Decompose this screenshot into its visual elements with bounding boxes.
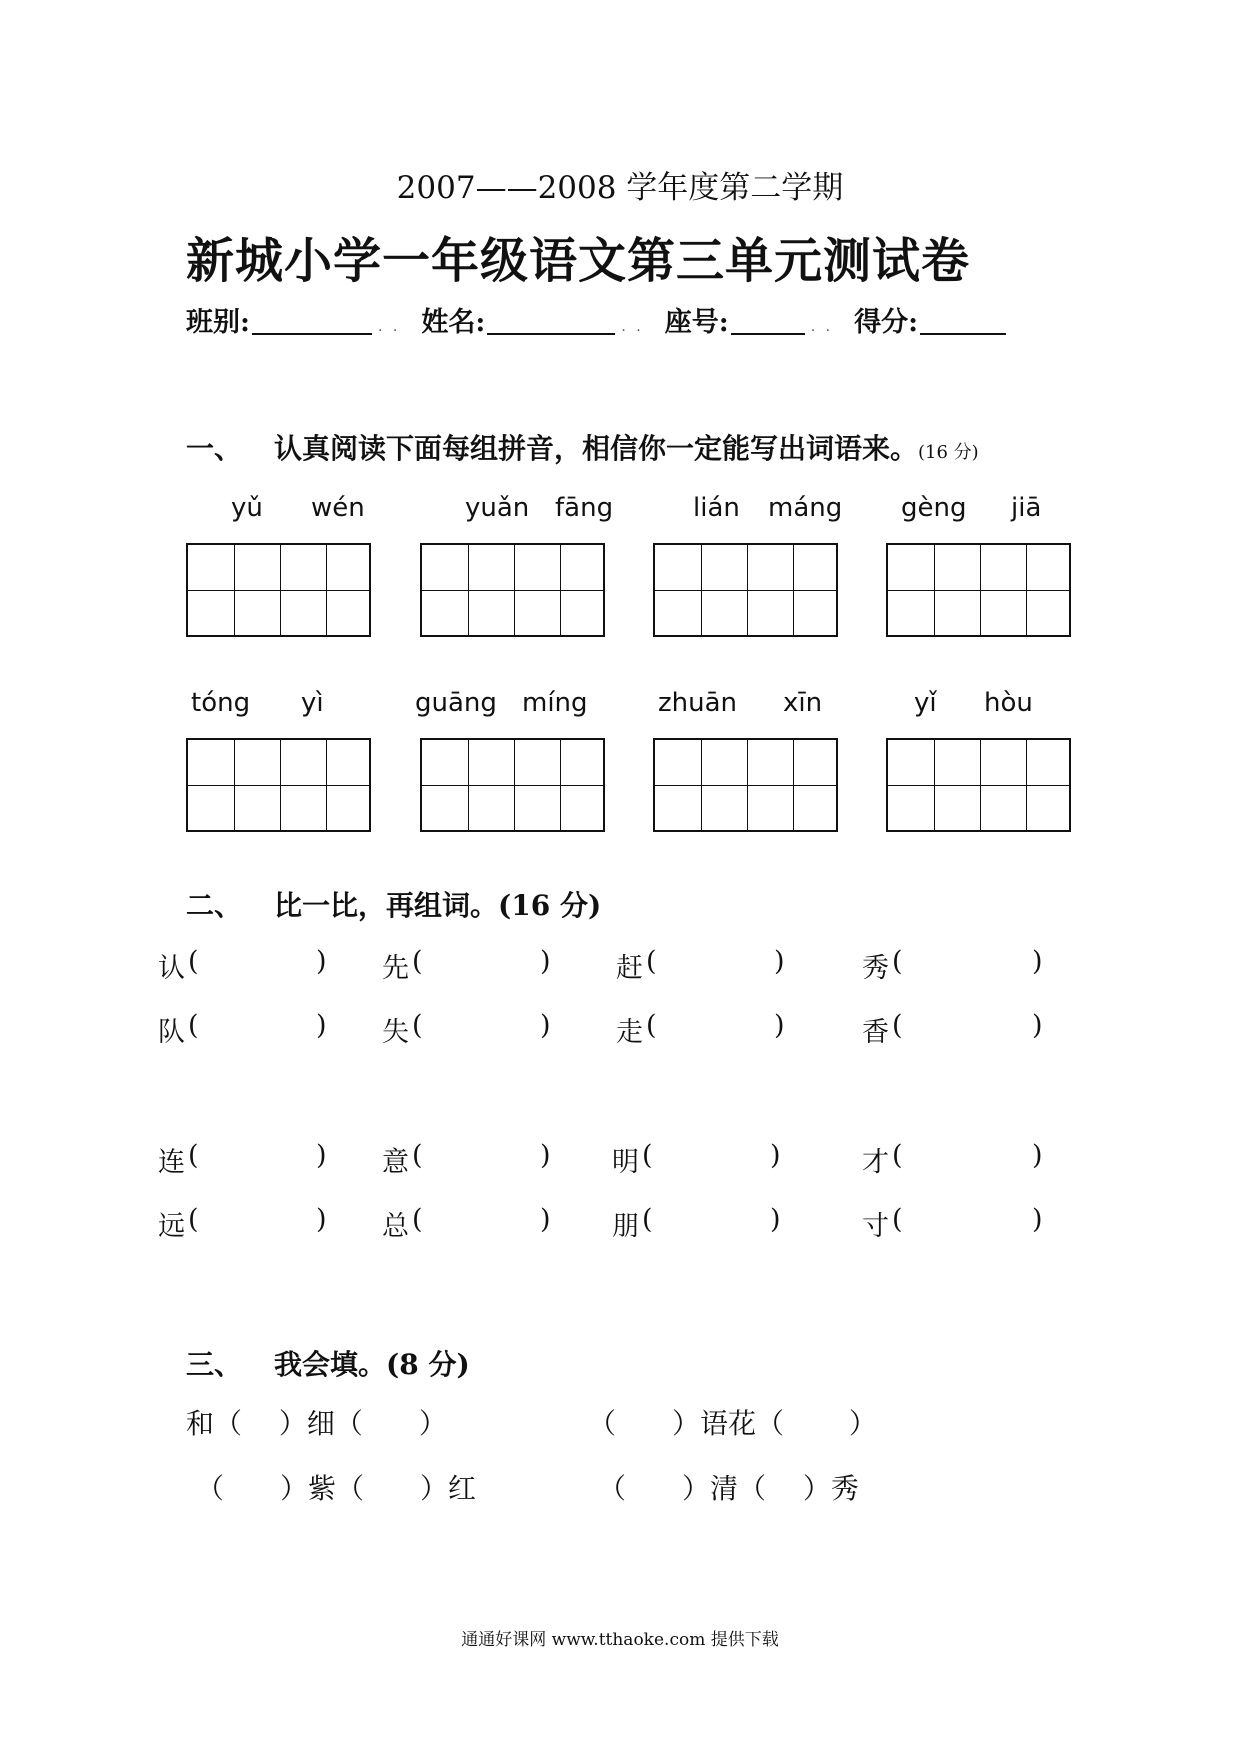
compare-word-item[interactable]	[612, 1204, 781, 1243]
open-paren: (	[642, 1140, 653, 1171]
section-2-heading	[186, 884, 601, 924]
name-blank[interactable]	[487, 307, 615, 335]
compare-word-item[interactable]	[382, 1010, 551, 1049]
writing-grid[interactable]	[653, 738, 838, 832]
pinyin-syllable: lián	[693, 493, 740, 523]
open-paren: (	[412, 1140, 423, 1171]
writing-grid[interactable]	[420, 738, 605, 832]
section-3-number: 三、	[186, 1348, 243, 1381]
fill-row-1-a[interactable]: 和（ ）细（ ）	[186, 1407, 447, 1440]
compare-word-item[interactable]	[862, 1204, 1043, 1243]
compare-word-item[interactable]	[382, 946, 551, 985]
pinyin-syllable: gèng	[901, 493, 967, 523]
pinyin-syllable: yì	[301, 688, 324, 718]
close-paren: )	[316, 1204, 327, 1235]
close-paren: )	[316, 1010, 327, 1041]
compare-char: 先	[382, 953, 409, 984]
close-paren: )	[540, 1010, 551, 1041]
class-label: 班别:	[186, 307, 250, 338]
writing-grid[interactable]	[420, 543, 605, 637]
compare-char: 秀	[862, 953, 889, 984]
compare-char: 赶	[616, 953, 643, 984]
compare-word-item[interactable]	[382, 1140, 551, 1179]
pinyin-syllable: yǐ	[914, 688, 937, 718]
pinyin-syllable: wén	[311, 493, 365, 523]
name-label: 姓名:	[421, 307, 486, 338]
compare-char: 连	[158, 1147, 185, 1178]
section-3-heading	[186, 1343, 470, 1383]
pinyin-syllable: fāng	[555, 493, 614, 523]
compare-word-item[interactable]	[158, 1140, 327, 1179]
writing-grid[interactable]	[186, 543, 371, 637]
compare-char: 朋	[612, 1211, 639, 1242]
fill-row-1-b[interactable]: （ ）语花（ ）	[588, 1407, 877, 1440]
open-paren: (	[646, 946, 657, 977]
section-1-points: (16 分)	[918, 442, 979, 463]
close-paren: )	[774, 946, 785, 977]
compare-char: 意	[382, 1147, 409, 1178]
pinyin-syllable: jiā	[1011, 493, 1042, 523]
section-3-instruction: 我会填。(8 分)	[274, 1348, 470, 1381]
compare-word-item[interactable]	[612, 1140, 781, 1179]
open-paren: (	[188, 1010, 199, 1041]
footer-credit: 通通好课网 www.tthaoke.com 提供下载	[461, 1630, 779, 1650]
section-2-number: 二、	[186, 889, 243, 922]
open-paren: (	[412, 946, 423, 977]
open-paren: (	[892, 1010, 903, 1041]
score-label: 得分:	[854, 307, 919, 338]
pinyin-syllable: hòu	[984, 688, 1033, 718]
score-blank[interactable]	[920, 307, 1006, 335]
open-paren: (	[188, 1140, 199, 1171]
open-paren: (	[412, 1204, 423, 1235]
seat-blank[interactable]	[731, 307, 805, 335]
open-paren: (	[646, 1010, 657, 1041]
student-info-row: 班别: . . 姓名: . . 座号: . . 得分:	[186, 300, 1012, 339]
compare-char: 才	[862, 1147, 889, 1178]
close-paren: )	[316, 946, 327, 977]
close-paren: )	[770, 1204, 781, 1235]
compare-char: 明	[612, 1147, 639, 1178]
pinyin-syllable: xīn	[783, 688, 823, 718]
compare-char: 队	[158, 1017, 185, 1048]
compare-word-item[interactable]	[616, 946, 785, 985]
open-paren: (	[412, 1010, 423, 1041]
open-paren: (	[892, 1140, 903, 1171]
compare-word-item[interactable]	[158, 946, 327, 985]
pinyin-syllable: míng	[522, 688, 588, 718]
compare-char: 总	[382, 1211, 409, 1242]
pinyin-syllable: máng	[768, 493, 843, 523]
close-paren: )	[540, 1140, 551, 1171]
fill-row-2-a[interactable]: （ ）紫（ ）红	[196, 1472, 477, 1505]
close-paren: )	[1032, 1010, 1043, 1041]
pinyin-syllable: zhuān	[658, 688, 738, 718]
close-paren: )	[540, 1204, 551, 1235]
section-1-heading	[186, 427, 979, 467]
compare-char: 认	[158, 953, 185, 984]
section-1-number: 一、	[186, 432, 243, 465]
score-field[interactable]	[854, 300, 1012, 339]
compare-word-item[interactable]	[862, 1140, 1043, 1179]
open-paren: (	[188, 1204, 199, 1235]
pinyin-syllable: guāng	[415, 688, 497, 718]
compare-word-item[interactable]	[158, 1204, 327, 1243]
seat-field[interactable]	[665, 300, 811, 339]
writing-grid[interactable]	[653, 543, 838, 637]
class-field[interactable]	[186, 300, 378, 339]
close-paren: )	[540, 946, 551, 977]
pinyin-syllable: tóng	[191, 688, 251, 718]
writing-grid[interactable]	[886, 543, 1071, 637]
compare-char: 香	[862, 1017, 889, 1048]
fill-row-2-b[interactable]: （ ）清（ ）秀	[598, 1472, 859, 1505]
section-1-instruction: 认真阅读下面每组拼音，相信你一定能写出词语来。	[274, 432, 919, 465]
seat-label: 座号:	[664, 307, 729, 338]
pinyin-syllable: yuǎn	[465, 493, 530, 523]
compare-word-item[interactable]	[862, 946, 1043, 985]
compare-char: 寸	[862, 1211, 889, 1242]
compare-word-item[interactable]	[158, 1010, 327, 1049]
close-paren: )	[1032, 1140, 1043, 1171]
open-paren: (	[892, 1204, 903, 1235]
writing-grid[interactable]	[886, 738, 1071, 832]
open-paren: (	[642, 1204, 653, 1235]
semester-heading: 2007——2008 学年度第二学期	[396, 170, 844, 206]
close-paren: )	[1032, 946, 1043, 977]
close-paren: )	[770, 1140, 781, 1171]
section-2-instruction: 比一比，再组词。(16 分)	[274, 889, 602, 922]
compare-char: 失	[382, 1017, 409, 1048]
compare-word-item[interactable]	[382, 1204, 551, 1243]
pinyin-syllable: yǔ	[231, 493, 263, 523]
compare-char: 远	[158, 1211, 185, 1242]
exam-title: 新城小学一年级语文第三单元测试卷	[186, 233, 971, 289]
writing-grid[interactable]	[186, 738, 371, 832]
close-paren: )	[316, 1140, 327, 1171]
compare-word-item[interactable]	[616, 1010, 785, 1049]
close-paren: )	[774, 1010, 785, 1041]
compare-char: 走	[616, 1017, 643, 1048]
open-paren: (	[188, 946, 199, 977]
name-field[interactable]	[421, 300, 621, 339]
compare-word-item[interactable]	[862, 1010, 1043, 1049]
class-blank[interactable]	[252, 307, 372, 335]
close-paren: )	[1032, 1204, 1043, 1235]
open-paren: (	[892, 946, 903, 977]
